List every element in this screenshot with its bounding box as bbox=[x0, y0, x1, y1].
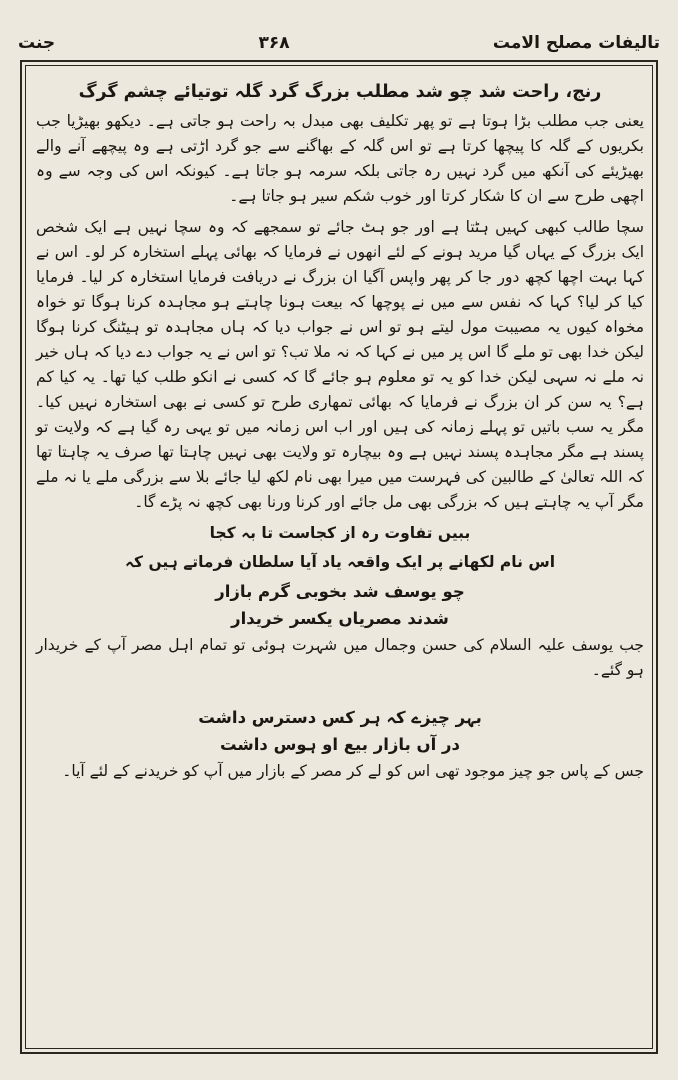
header-right-title: تالیفات مصلح الامت bbox=[492, 33, 660, 53]
paragraph-2: سچا طالب کبھی کہیں ہٹتا ہے اور جو ہٹ جائے تو سمجھے کہ وہ سچا نہیں ہے ایک شخص ایک بزرگ کے یہاں گیا مرید ہونے کے لئے انھوں نے فرمایا کہ بھائی پہلے استخارہ کر لو۔ اس نے کہا بہت اچھا کچھ دور جا کر پھر واپس آگیا ان بزرگ نے دریافت فرمایا استخارہ کر لیا۔ فرمایا کیا کر لیا؟ کہا کہ نفس سے میں نے پوچھا کہ بیعت ہونا چاہتے ہو مجاہدہ کرنا ہوگا تو خواہ مخواہ کیوں یہ مصیبت مول لیتے ہو تو اس نے جواب دیا کہ ہاں مجاہدہ تو ہیٹنگ کرنا ہوگا لیکن خدا بھی تو ملے گا اس پر میں نے کہا کہ نہ ملا تب؟ تو اس نے یہ جواب دے دیا کہ ہاں خیر نہ ملے نہ سہی لیکن خدا کو یہ تو معلوم ہو جائے گا کہ کسی نے انکو طلب کیا تھا۔ یہ کیا کم ہے؟ یہ سن کر ان بزرگ نے فرمایا کہ بھائی تمھاری طرح تو کسی نے بھی استخارہ نہیں کیا۔ مگر یہ سب باتیں تو پہلے زمانہ کی ہیں اور اب اس زمانہ میں تو یہی رہ گیا ہے کہ ولایت تو پسند ہے مگر مجاہدہ پسند نہیں ہے وہ بیچارہ تو ولایت بھی نہیں چاہتا تھا صرف یہ چاہتا تھا کہ اللہ تعالیٰ کے طالبین کی فہرست میں میرا بھی نام لکھ لیا جائے بلا سے بزرگی ملے یا نہ ملے مگر آپ یہ چاہتے ہیں کہ بزرگی بھی مل جائے اور کرنا ورنا بھی کچھ نہ پڑے گا۔ bbox=[36, 218, 644, 511]
page-header bbox=[18, 26, 660, 60]
verse1-line2: شدند مصریاں یکسر خریدار bbox=[231, 609, 449, 628]
header-left-title: جنت bbox=[18, 33, 56, 53]
explanation-paragraph: جب یوسف علیہ السلام کی حسن وجمال میں شہرت ہوئی تو تمام اہل مصر آپ کے خریدار ہو گئے۔ bbox=[36, 636, 644, 679]
closing-paragraph: جس کے پاس جو چیز موجود تھی اس کو لے کر مصر کے بازار میں آپ کو خریدنے کے لئے آیا۔ bbox=[62, 762, 644, 780]
page-number: ۳۶۸ bbox=[258, 33, 290, 53]
verse1-line1: چو یوسف شد بخوبی گرم بازار bbox=[215, 582, 465, 601]
section-heading: رنج، راحت شد چو شد مطلب بزرگ گرد گلہ توتیائے چشم گرگ bbox=[78, 82, 602, 102]
verse2-line1: بہر چیزے کہ ہر کس دسترس داشت bbox=[198, 708, 482, 727]
paragraph-1: یعنی جب مطلب بڑا ہوتا ہے تو پھر تکلیف بھی مبدل بہ راحت ہو جاتی ہے۔ دیکھو بھیڑیا جب بکریوں کے گلہ کا پیچھا کرتا ہے تو اس گلہ کے بھاگنے سے جو گرد اڑتی ہے وہ پیچھے آنے والے بھیڑیئے کی آنکھ میں گرد نہیں رہ جاتی بلکہ سرمہ ہو جاتا ہے۔ کیونکہ اس کی وجہ سے وہ اچھی طرح سے ان کا شکار کرتا اور خوب شکم سیر ہو جاتا ہے۔ bbox=[36, 112, 644, 205]
page-body bbox=[36, 78, 644, 1040]
intro-line: اس نام لکھانے پر ایک واقعہ یاد آیا سلطان فرماتے ہیں کہ bbox=[124, 553, 556, 571]
spacer bbox=[36, 689, 644, 703]
persian-saying: ببیں تفاوت رہ از کجاست تا بہ کجا bbox=[209, 524, 471, 542]
verse2-line2: در آں بازار بیع او ہوس داشت bbox=[220, 735, 460, 754]
